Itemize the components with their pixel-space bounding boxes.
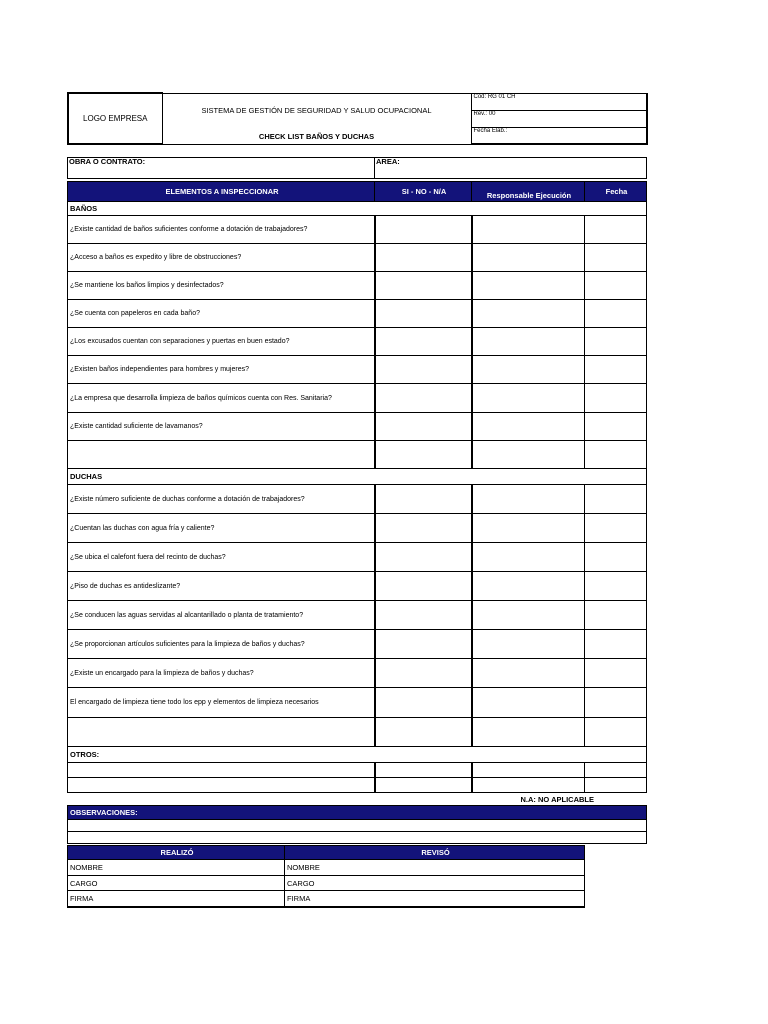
responsible-cell[interactable] [472,328,585,356]
item-label: ¿Acceso a baños es expedito y libre de obstrucciones? [68,244,375,272]
checklist-title: CHECK LIST BAÑOS Y DUCHAS [162,127,471,144]
responsible-cell[interactable] [472,572,585,601]
date-cell[interactable] [585,763,647,778]
date-cell[interactable] [585,572,647,601]
table-row [68,413,647,441]
item-label[interactable] [68,778,375,793]
status-cell[interactable] [375,514,472,543]
status-cell[interactable] [375,328,472,356]
responsible-cell[interactable] [472,244,585,272]
col-header-status: SI - NO - N/A [375,182,472,202]
item-label: ¿Se conducen las aguas servidas al alcantarillado o planta de tratamiento? [68,601,375,630]
document-revision: Rev.: 00 [471,110,647,127]
status-cell[interactable] [375,272,472,300]
table-row [68,441,647,469]
col-header-elements: ELEMENTOS A INSPECCIONAR [68,182,375,202]
table-row [68,718,647,747]
responsible-cell[interactable] [472,300,585,328]
status-cell[interactable] [375,413,472,441]
table-row [68,688,647,718]
area-label: AREA: [376,157,400,166]
section-row-duchas [68,469,647,485]
table-row [68,659,647,688]
date-cell[interactable] [585,413,647,441]
section-title-banos: BAÑOS [68,202,647,216]
responsible-cell[interactable] [472,413,585,441]
responsible-cell[interactable] [472,356,585,384]
section-title-duchas: DUCHAS [68,469,647,485]
date-cell[interactable] [585,688,647,718]
section-row-banos [68,202,647,216]
document-header [67,92,648,145]
responsible-cell[interactable] [472,659,585,688]
firma-label: FIRMA [70,893,94,903]
item-label[interactable] [68,763,375,778]
item-label[interactable] [68,718,375,747]
item-label: ¿Existen baños independientes para hombres y mujeres? [68,356,375,384]
reviso-header: REVISÓ [285,846,585,860]
status-cell[interactable] [375,300,472,328]
realizo-cargo-field[interactable] [68,876,285,891]
date-cell[interactable] [585,244,647,272]
item-label[interactable] [68,441,375,469]
observations-line[interactable] [68,832,647,844]
responsible-cell[interactable] [472,763,585,778]
table-row [68,543,647,572]
realizo-firma-field[interactable] [68,891,285,907]
responsible-cell[interactable] [472,216,585,244]
date-cell[interactable] [585,659,647,688]
table-row [68,601,647,630]
date-cell[interactable] [585,384,647,413]
inspection-table [67,181,647,793]
table-row [68,630,647,659]
status-cell[interactable] [375,601,472,630]
responsible-cell[interactable] [472,601,585,630]
responsible-cell[interactable] [472,630,585,659]
observations-line[interactable] [68,820,647,832]
elaboration-date: Fecha Elab.: [471,127,647,144]
item-label: ¿Se cuenta con papeleros en cada baño? [68,300,375,328]
reviso-nombre-field[interactable] [285,860,585,876]
nombre-label: NOMBRE [70,863,103,872]
item-label: ¿Existe un encargado para la limpieza de baños y duchas? [68,659,375,688]
item-label: ¿Piso de duchas es antideslizante? [68,572,375,601]
status-cell[interactable] [375,718,472,747]
table-row [68,485,647,514]
responsible-cell[interactable] [472,272,585,300]
obra-label: OBRA O CONTRATO: [69,157,146,166]
table-row [68,216,647,244]
col-header-responsible: Responsable Ejecución [472,182,585,202]
date-cell[interactable] [585,300,647,328]
item-label: ¿Existe número suficiente de duchas conforme a dotación de trabajadores? [68,485,375,514]
table-row [68,778,647,793]
responsible-cell[interactable] [472,384,585,413]
responsible-cell[interactable] [472,514,585,543]
firma-label: FIRMA [287,893,311,903]
responsible-cell[interactable] [472,441,585,469]
observations-table [67,805,647,844]
date-cell[interactable] [585,514,647,543]
status-cell[interactable] [375,485,472,514]
signatures-table [67,845,585,908]
status-cell[interactable] [375,356,472,384]
status-cell[interactable] [375,384,472,413]
observations-title: OBSERVACIONES: [68,806,647,820]
status-cell[interactable] [375,572,472,601]
cargo-label: CARGO [287,878,315,888]
date-cell[interactable] [585,272,647,300]
status-cell[interactable] [375,778,472,793]
item-label: ¿Existe cantidad suficiente de lavamanos? [68,413,375,441]
date-cell[interactable] [585,543,647,572]
date-cell[interactable] [585,778,647,793]
obra-field[interactable] [68,158,375,179]
status-cell[interactable] [375,763,472,778]
table-row [68,763,647,778]
item-label: ¿Se proporcionan artículos suficientes para la limpieza de baños y duchas? [68,630,375,659]
realizo-header: REALIZÓ [68,846,285,860]
company-logo-placeholder: LOGO EMPRESA [68,93,162,144]
system-title: SISTEMA DE GESTIÓN DE SEGURIDAD Y SALUD OCUPACIONAL [162,93,471,127]
date-cell[interactable] [585,718,647,747]
item-label: ¿Se mantiene los baños limpios y desinfectados? [68,272,375,300]
responsible-cell[interactable] [472,543,585,572]
reviso-cargo-field[interactable] [285,876,585,891]
table-row [68,272,647,300]
date-cell[interactable] [585,630,647,659]
col-header-date: Fecha [585,182,647,202]
reviso-firma-field[interactable] [285,891,585,907]
cargo-label: CARGO [70,878,98,888]
responsible-cell[interactable] [472,718,585,747]
item-label: ¿Los excusados cuentan con separaciones y puertas en buen estado? [68,328,375,356]
status-cell[interactable] [375,688,472,718]
item-label: El encargado de limpieza tiene todo los epp y elementos de limpieza necesarios [68,688,375,718]
table-row [68,572,647,601]
date-cell[interactable] [585,216,647,244]
status-cell[interactable] [375,543,472,572]
document-code: Cod: RG 01 CH [471,93,647,110]
status-cell[interactable] [375,441,472,469]
table-row [68,514,647,543]
nombre-label: NOMBRE [287,863,320,872]
table-row [68,328,647,356]
item-label: ¿Se ubica el calefont fuera del recinto de duchas? [68,543,375,572]
status-cell[interactable] [375,659,472,688]
status-cell[interactable] [375,216,472,244]
status-cell[interactable] [375,630,472,659]
table-row [68,384,647,413]
na-legend: N.A: NO APLICABLE [520,795,594,804]
status-cell[interactable] [375,244,472,272]
project-info [67,157,647,179]
section-row-otros [68,747,647,763]
date-cell[interactable] [585,601,647,630]
section-title-otros: OTROS: [68,747,647,763]
date-cell[interactable] [585,328,647,356]
item-label: ¿Existe cantidad de baños suficientes conforme a dotación de trabajadores? [68,216,375,244]
table-row [68,300,647,328]
item-label: ¿Cuentan las duchas con agua fría y caliente? [68,514,375,543]
date-cell[interactable] [585,485,647,514]
responsible-cell[interactable] [472,485,585,514]
date-cell[interactable] [585,356,647,384]
item-label: ¿La empresa que desarrolla limpieza de baños químicos cuenta con Res. Sanitaria? [68,384,375,413]
table-row [68,356,647,384]
table-header-row [68,182,647,202]
date-cell[interactable] [585,441,647,469]
table-row [68,244,647,272]
area-field[interactable] [375,158,647,179]
realizo-nombre-field[interactable] [68,860,285,876]
responsible-cell[interactable] [472,778,585,793]
responsible-cell[interactable] [472,688,585,718]
